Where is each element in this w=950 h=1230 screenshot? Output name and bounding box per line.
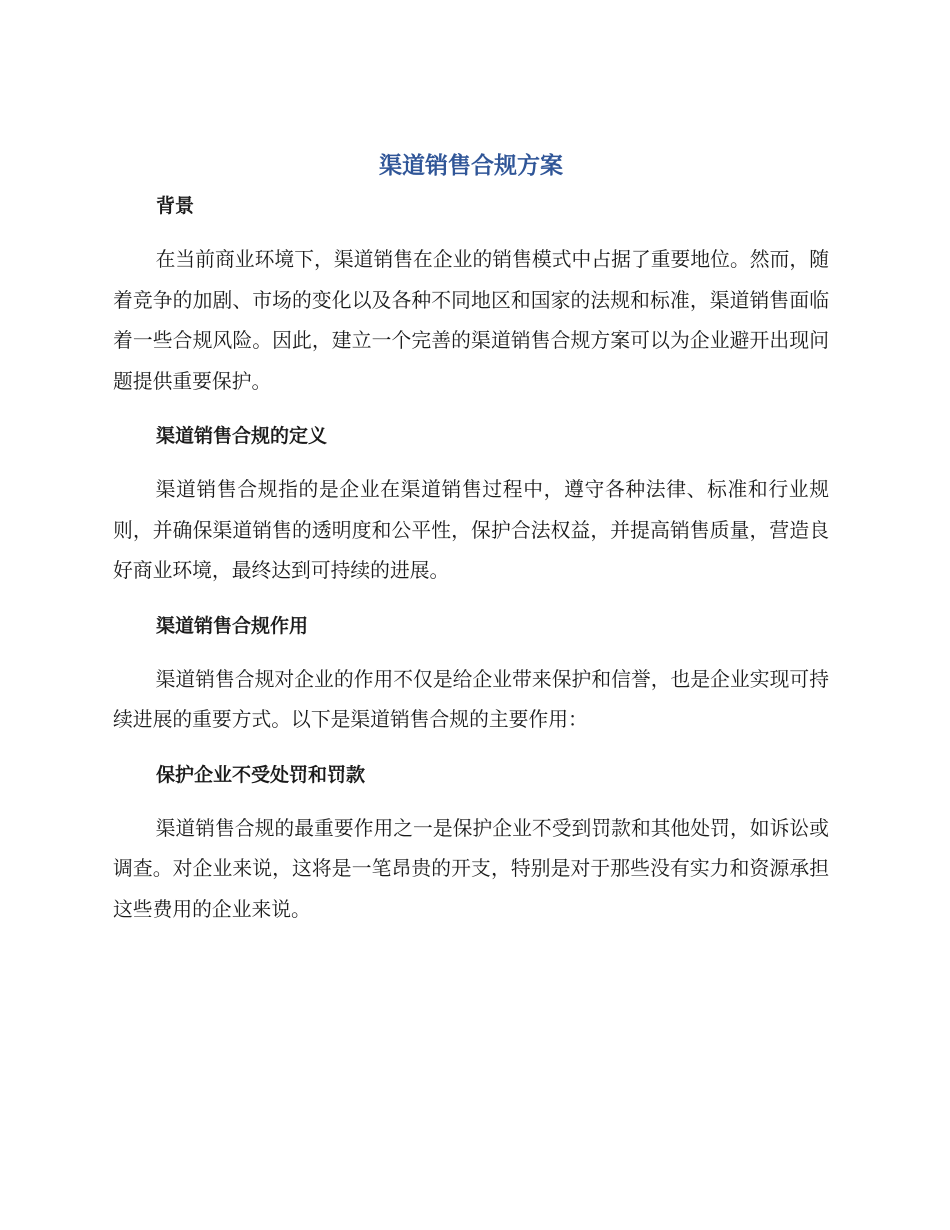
section-background xyxy=(113,186,829,402)
section-paragraph: 渠道销售合规对企业的作用不仅是给企业带来保护和信誉，也是企业实现可持续进展的重要方式。以下是渠道销售合规的主要作用： xyxy=(113,667,829,731)
section-heading: 渠道销售合规作用 xyxy=(156,614,309,637)
section-definition xyxy=(113,416,829,592)
document-page xyxy=(113,146,829,930)
section-paragraph: 在当前商业环境下，渠道销售在企业的销售模式中占据了重要地位。然而，随着竞争的加剧、市场的变化以及各种不同地区和国家的法规和标准，渠道销售面临着一些合规风险。因此，建立一个完善的渠道销售合规方案可以为企业避开出现问题提供重要保护。 xyxy=(113,248,829,393)
document-title: 渠道销售合规方案 xyxy=(379,153,563,179)
section-paragraph: 渠道销售合规指的是企业在渠道销售过程中，遵守各种法律、标准和行业规则，并确保渠道销售的透明度和公平性，保护合法权益，并提高销售质量，营造良好商业环境，最终达到可持续的进展。 xyxy=(113,478,829,582)
section-paragraph: 渠道销售合规的最重要作用之一是保护企业不受到罚款和其他处罚，如诉讼或调查。对企业来说，这将是一笔昂贵的开支，特别是对于那些没有实力和资源承担这些费用的企业来说。 xyxy=(113,816,829,921)
section-heading: 背景 xyxy=(156,195,195,217)
section-heading: 保护企业不受处罚和罚款 xyxy=(156,763,366,786)
section-role xyxy=(113,606,829,741)
section-protection xyxy=(113,755,829,931)
section-heading: 渠道销售合规的定义 xyxy=(156,425,328,447)
